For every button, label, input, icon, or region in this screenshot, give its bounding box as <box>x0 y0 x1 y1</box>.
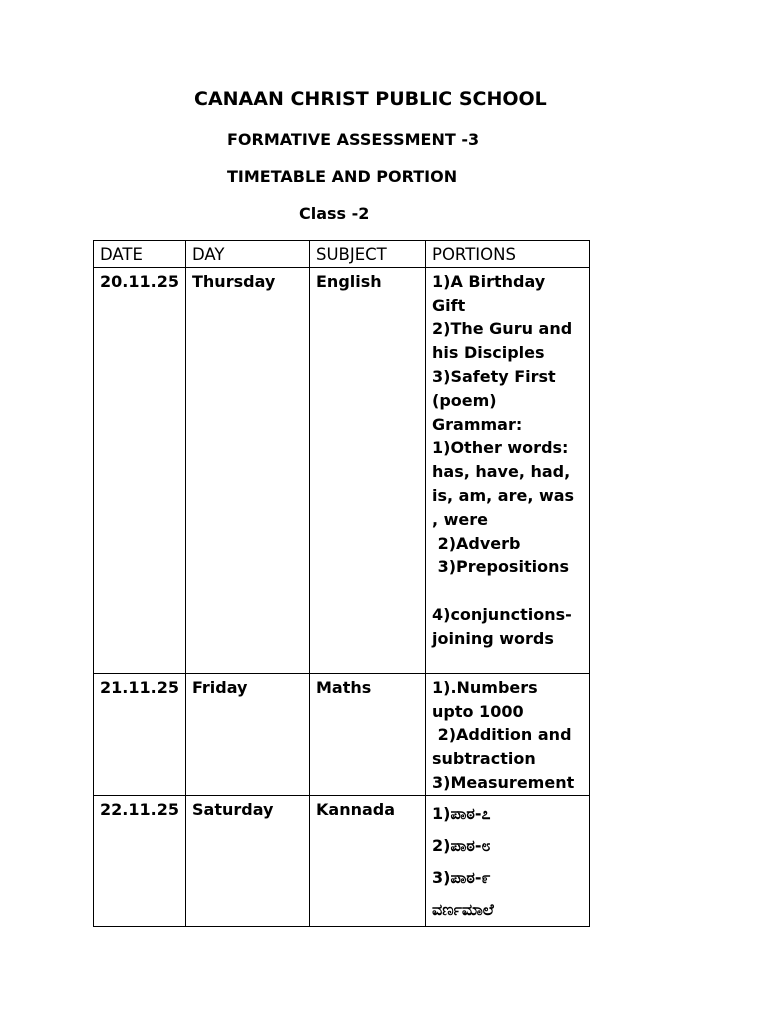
portion-line: upto 1000 <box>432 701 524 721</box>
portion-line: 1)Other words: <box>432 438 569 458</box>
class-label: Class -2 <box>299 204 370 223</box>
portion-line: Grammar: <box>432 414 523 434</box>
column-header-subject: SUBJECT <box>310 241 426 268</box>
portion-line: 2)The Guru and <box>432 319 573 339</box>
portion-line: 3)ಪಾಠ-೯ <box>432 867 491 887</box>
portion-line: 2)Addition and <box>432 725 572 745</box>
portion-line: 2)Adverb <box>432 533 521 553</box>
portions-cell <box>426 795 590 926</box>
portion-line: 3)Measurement <box>432 772 575 792</box>
portion-line: 4)conjunctions- <box>432 604 572 624</box>
portion-line: (poem) <box>432 390 497 410</box>
table-header-row <box>94 241 590 268</box>
portion-line: 3)Safety First <box>432 366 556 386</box>
document-title: TIMETABLE AND PORTION <box>227 167 458 186</box>
portion-line: subtraction <box>432 749 536 769</box>
table-row <box>94 267 590 673</box>
portion-line: 1).Numbers <box>432 677 538 697</box>
portion-line: joining words <box>432 628 554 648</box>
assessment-title: FORMATIVE ASSESSMENT -3 <box>227 130 480 149</box>
table-row <box>94 673 590 795</box>
day-cell: Thursday <box>186 267 310 673</box>
portion-line: 2)ಪಾಠ-೮ <box>432 835 491 855</box>
day-cell: Saturday <box>186 795 310 926</box>
portion-line: has, have, had, <box>432 462 571 482</box>
portion-line: his Disciples <box>432 343 545 363</box>
day-cell: Friday <box>186 673 310 795</box>
date-cell: 21.11.25 <box>94 673 186 795</box>
subject-cell: Kannada <box>310 795 426 926</box>
portion-line: 1)A Birthday <box>432 271 546 291</box>
portion-line: Gift <box>432 295 466 315</box>
date-cell: 20.11.25 <box>94 267 186 673</box>
subject-cell: Maths <box>310 673 426 795</box>
school-name: CANAAN CHRIST PUBLIC SCHOOL <box>194 88 547 110</box>
timetable <box>93 240 590 927</box>
portion-line: 3)Prepositions <box>432 557 569 577</box>
table-row <box>94 795 590 926</box>
portion-line: 1)ಪಾಠ-೭ <box>432 803 491 823</box>
portion-line <box>432 579 583 603</box>
portions-cell <box>426 267 590 673</box>
portion-line: is, am, are, was <box>432 485 575 505</box>
column-header-portions: PORTIONS <box>426 241 590 268</box>
column-header-day: DAY <box>186 241 310 268</box>
portion-line: , were <box>432 509 489 529</box>
subject-cell: English <box>310 267 426 673</box>
date-cell: 22.11.25 <box>94 795 186 926</box>
column-header-date: DATE <box>94 241 186 268</box>
portions-cell <box>426 673 590 795</box>
portion-line: ವರ್ಣಮಾಲೆ <box>432 899 494 919</box>
